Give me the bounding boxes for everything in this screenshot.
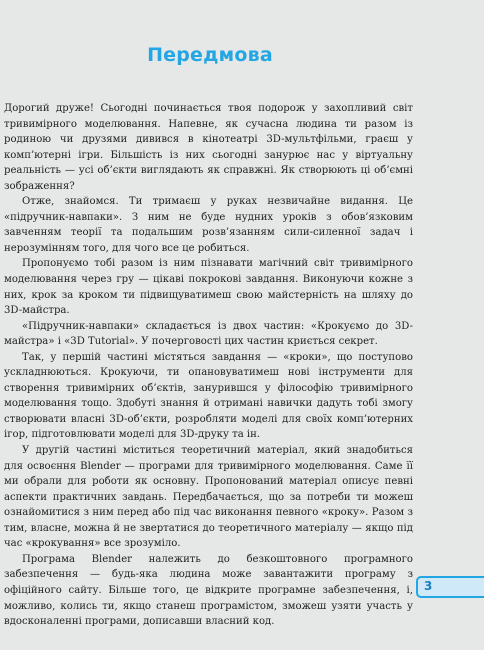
paragraph-second-part: У другій частині міститься теоретичний матеріал, який знадобиться для освоєння Blender — програми для тривимірного моделювання. Саме її ми обрали для роботи як основну. Пропонований матеріал описує певні аспекти практичних завдань. Передбачається, що за потреби ти можеш ознайомитися з ним перед або під час виконання певного «кроку». Разом з тим, власне, можна й не звертатися до теоретичного матеріалу — якщо під час «крокування» все зрозуміло. <box>4 445 413 550</box>
paragraph-textbook: Отже, знайомся. Ти тримаєш у руках незвичайне видання. Це «підручник-навпаки». З ним не буде нудних уроків з обов’язковим завченням теорії та подальшим розв’язанням сили-силенної задач і нерозумінням того, для чого все це робиться. <box>4 196 413 254</box>
paragraph-intro: Дорогий друже! Сьогодні починається твоя подорож у захопливий світ тривимірного моделювання. Напевне, як сучасна людина ти разом із родиною чи друзями дивився в кінотеатрі 3D-мультфільми, граєш у комп’ютерні ігри. Більшість із них сьогодні занурює нас у віртуальну реальність — усі об’єкти виглядають як справжні. Як створюють ці об’ємні зображення? <box>4 103 413 192</box>
paragraph-parts: «Підручник-навпаки» складається із двох частин: «Крокуємо до 3D-майстра» і «3D Tutorial». У почерговості цих частин криється секрет. <box>4 320 413 348</box>
paragraph-first-part: Так, у першій частині містяться завдання — «кроки», що поступово ускладнюються. Крокуючи, ти опановуватимеш нові інструменти для створення тривимірних об’єктів, занурившся у філософію тривимірного моделювання тощо. Здобуті знання й отримані навички дадуть тобі змогу створювати власні 3D-об’єкти, розробляти моделі для своїх комп’ютерних ігор, підготовлювати моделі для 3D-друку та ін. <box>4 351 413 441</box>
page-number-tab <box>416 576 484 598</box>
page-title: Передмова <box>147 44 273 66</box>
paragraph-blender: Програма Blender належить до безкоштовного програмного забезпечення — будь-яка людина може завантажити програму з офіційного сайту. Більше того, це відкрите програмне забезпечення, і, можливо, колись ти, якщо станеш програмістом, зможеш узяти участь у вдосконаленні програми, дописавши власний код. <box>4 553 413 628</box>
paragraph-game: Пропонуємо тобі разом із ним пізнавати магічний світ тривимірного моделювання через гру — цікаві покрокові завдання. Виконуючи кожне з них, крок за кроком ти підвищуватимеш свою майстерність на шляху до 3D-майстра. <box>4 258 413 317</box>
body-text <box>4 101 413 630</box>
page-number: 3 <box>424 579 433 593</box>
